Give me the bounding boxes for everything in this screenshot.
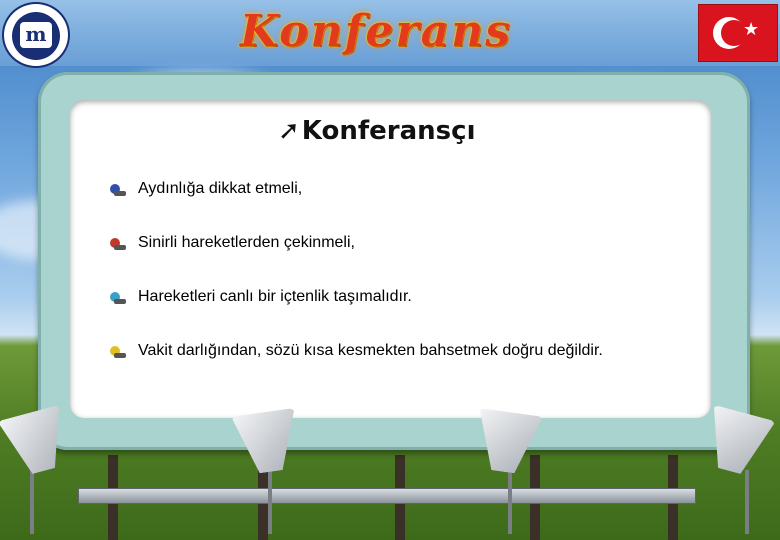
hand-pointing-icon: ➚ bbox=[278, 116, 300, 146]
list-item bbox=[110, 234, 603, 288]
bullet-icon bbox=[110, 292, 126, 306]
lamp-arm bbox=[508, 470, 512, 534]
list-item bbox=[110, 342, 603, 396]
university-logo: m bbox=[2, 2, 70, 68]
slide-heading-text: Konferansçı bbox=[301, 116, 476, 146]
lamp-arm bbox=[30, 470, 34, 534]
slide-heading bbox=[278, 116, 475, 146]
turkish-flag-icon: ★ bbox=[698, 4, 778, 62]
bullet-icon bbox=[110, 238, 126, 252]
lamp-rail bbox=[78, 488, 696, 504]
bullet-text: Hareketleri canlı bir içtenlik taşımalıdır. bbox=[138, 288, 412, 305]
bullet-list bbox=[110, 180, 603, 396]
bullet-text: Aydınlığa dikkat etmeli, bbox=[138, 180, 303, 197]
bullet-text: Sinirli hareketlerden çekinmeli, bbox=[138, 234, 355, 251]
bullet-icon bbox=[110, 346, 126, 360]
lamp-arm bbox=[745, 470, 749, 534]
list-item bbox=[110, 288, 603, 342]
page-title: Konferans bbox=[240, 6, 512, 57]
list-item bbox=[110, 180, 603, 234]
bullet-icon bbox=[110, 184, 126, 198]
bullet-text: Vakit darlığından, sözü kısa kesmekten bahsetmek doğru değildir. bbox=[138, 342, 603, 359]
lamp-arm bbox=[268, 470, 272, 534]
